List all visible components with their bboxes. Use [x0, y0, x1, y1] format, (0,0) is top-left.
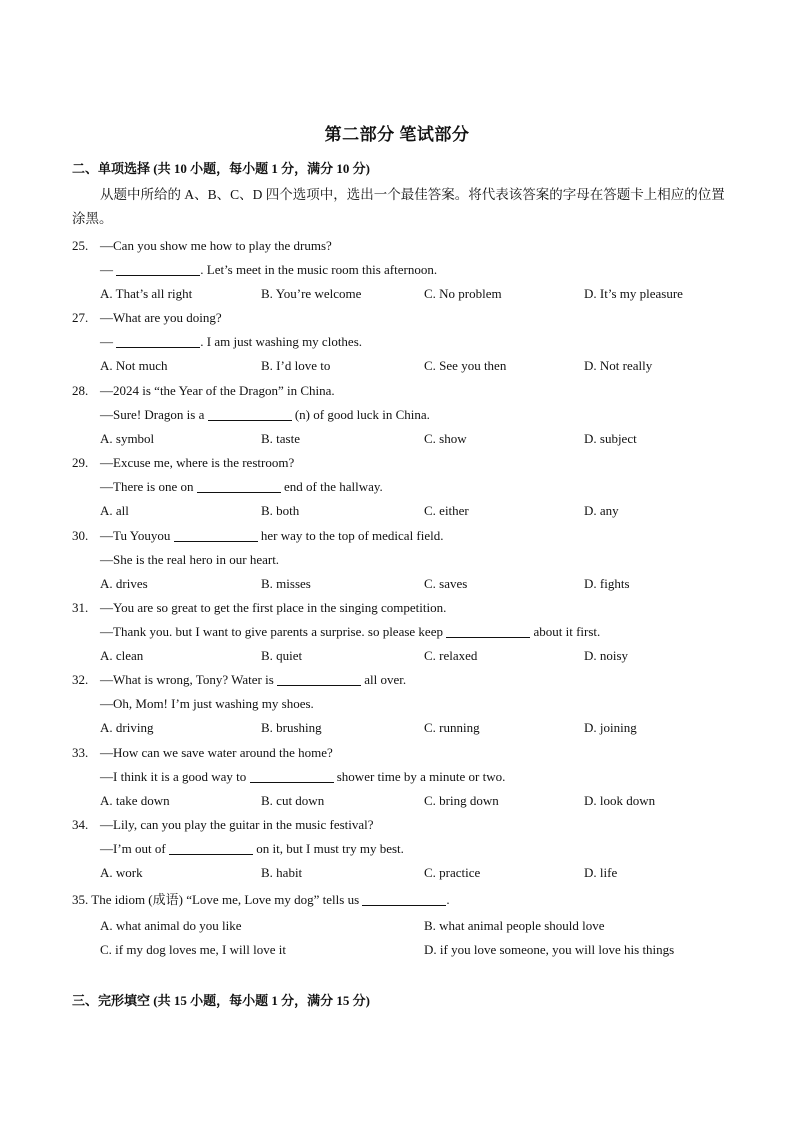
question-number: 28. [72, 382, 89, 398]
option-d: D. noisy [584, 648, 629, 663]
question-line-2 [72, 403, 732, 427]
question-35 [72, 888, 732, 962]
answer-blank [362, 891, 446, 906]
options-row [72, 716, 732, 740]
question-text: —What are you doing? [100, 310, 222, 326]
question-text: —Excuse me, where is the restroom? [100, 455, 295, 471]
answer-blank [446, 623, 530, 638]
question-line-2 [72, 330, 732, 354]
question-text-end: end of the hallway. [280, 479, 383, 495]
option-d: D. fights [584, 575, 630, 591]
question-number: 30. [72, 527, 89, 543]
option-d: D. subject [584, 430, 637, 446]
question-text: —I’m out of [100, 841, 169, 857]
option-c: C. relaxed [424, 648, 478, 663]
question-text: —You are so great to get the first place in the singing competition. [100, 600, 447, 615]
question-text: —She is the real hero in our heart. [100, 551, 280, 567]
option-c: C. running [424, 720, 480, 736]
question-block [72, 741, 732, 813]
options-row [72, 354, 732, 378]
question-line-1 [72, 741, 732, 765]
option-b: B. quiet [261, 648, 303, 663]
question-line-2 [72, 258, 732, 282]
question-number: 34. [72, 817, 89, 833]
option-d: D. if you love someone, you will love his things [424, 942, 675, 957]
question-block [72, 379, 732, 451]
question-35-options-row-2 [72, 938, 732, 962]
question-number: 27. [72, 310, 89, 326]
option-b: B. habit [261, 865, 303, 881]
option-c: C. if my dog loves me, I will love it [100, 942, 286, 957]
options-row [72, 644, 732, 668]
question-block [72, 668, 732, 740]
question-text-end: all over. [361, 672, 407, 688]
options-row [72, 427, 732, 451]
section-3-heading: 三、完形填空 (共 15 小题，每小题 1 分，满分 15 分) [72, 993, 370, 1008]
question-text: — [100, 334, 117, 350]
options-row [72, 861, 732, 885]
section-2-heading: 二、单项选择 (共 10 小题，每小题 1 分，满分 10 分) [72, 161, 370, 176]
answer-blank [174, 527, 258, 542]
option-b: B. You’re welcome [261, 286, 362, 301]
question-line-1 [72, 668, 732, 692]
question-35-stem [72, 888, 732, 912]
question-line-1 [72, 596, 732, 620]
question-text: —Tu Youyou [100, 527, 174, 543]
question-line-2 [72, 692, 732, 716]
question-35-options-row-1 [72, 914, 732, 938]
option-b: B. what animal people should love [424, 918, 605, 933]
option-b: B. brushing [261, 720, 322, 736]
option-b: B. taste [261, 430, 300, 446]
question-text-end: . Let’s meet in the music room this afternoon. [200, 262, 438, 277]
question-block [72, 306, 732, 378]
question-line-1 [72, 234, 732, 258]
answer-blank [277, 671, 361, 686]
question-text: —Lily, can you play the guitar in the music festival? [100, 817, 374, 833]
question-block [72, 596, 732, 668]
question-line-2 [72, 765, 732, 789]
option-c: C. practice [424, 865, 481, 881]
answer-blank [116, 333, 200, 348]
answer-blank [169, 840, 253, 855]
option-b: B. misses [261, 575, 311, 591]
question-block [72, 234, 732, 306]
question-line-1 [72, 451, 732, 475]
options-row [72, 499, 732, 523]
question-text: —Can you show me how to play the drums? [100, 238, 332, 253]
option-a: A. all [100, 503, 129, 519]
answer-blank [197, 478, 281, 493]
question-line-2 [72, 837, 732, 861]
option-d: D. look down [584, 792, 656, 808]
question-number: 25. [72, 238, 89, 253]
question-number: 29. [72, 455, 89, 471]
option-a: A. symbol [100, 430, 155, 446]
option-c: C. saves [424, 575, 468, 591]
option-b: B. both [261, 503, 300, 519]
question-line-2 [72, 548, 732, 572]
option-d: D. Not really [584, 358, 653, 374]
option-d: D. life [584, 865, 618, 881]
option-a: A. take down [100, 792, 170, 808]
options-row [72, 572, 732, 596]
answer-blank [250, 768, 334, 783]
option-c: C. show [424, 430, 467, 446]
option-b: B. I’d love to [261, 358, 331, 374]
question-line-2 [72, 475, 732, 499]
question-text: —Sure! Dragon is a [100, 406, 208, 422]
option-d: D. joining [584, 720, 637, 736]
answer-blank [116, 261, 200, 276]
option-b: B. cut down [261, 792, 325, 808]
option-c: C. either [424, 503, 469, 519]
question-block [72, 813, 732, 885]
option-d: D. It’s my pleasure [584, 286, 683, 301]
question-text-end: about it first. [530, 624, 601, 639]
question-text-end: her way to the top of medical field. [257, 527, 444, 543]
question-35-text: 35. The idiom (成语) “Love me, Love my dog” tells us [72, 892, 363, 907]
question-text: —Thank you. but I want to give parents a surprise. so please keep [100, 624, 447, 639]
option-a: A. That’s all right [100, 286, 193, 301]
option-a: A. work [100, 865, 143, 881]
question-number: 33. [72, 744, 89, 760]
option-a: A. driving [100, 720, 154, 736]
question-text: —I think it is a good way to [100, 768, 250, 784]
question-text-end: shower time by a minute or two. [333, 768, 506, 784]
question-block [72, 524, 732, 596]
question-number: 31. [72, 600, 89, 615]
question-text: —How can we save water around the home? [100, 744, 333, 760]
question-text: — [100, 262, 117, 277]
options-row [72, 282, 732, 306]
option-a: A. clean [100, 648, 144, 663]
question-text-end: . I am just washing my clothes. [200, 334, 363, 350]
answer-blank [208, 406, 292, 421]
question-text: —2024 is “the Year of the Dragon” in China. [100, 382, 335, 398]
options-row [72, 789, 732, 813]
question-text-end: on it, but I must try my best. [252, 841, 404, 857]
section-2-instructions: 从题中所给的 A、B、C、D 四个选项中，选出一个最佳答案。将代表该答案的字母在答题卡上相应的位置涂黑。 [72, 187, 725, 226]
question-text: —There is one on [100, 479, 197, 495]
question-line-2 [72, 620, 732, 644]
page-title: 第二部分 笔试部分 [324, 125, 470, 144]
option-c: C. No problem [424, 286, 502, 301]
option-a: A. Not much [100, 358, 168, 374]
question-text: —What is wrong, Tony? Water is [100, 672, 278, 688]
question-line-1 [72, 813, 732, 837]
option-c: C. See you then [424, 358, 507, 374]
question-line-1 [72, 524, 732, 548]
question-text: —Oh, Mom! I’m just washing my shoes. [100, 696, 314, 712]
question-block [72, 451, 732, 523]
question-number: 32. [72, 672, 89, 688]
option-d: D. any [584, 503, 619, 519]
option-a: A. drives [100, 575, 148, 591]
question-35-text-end: . [446, 892, 450, 907]
question-line-1 [72, 379, 732, 403]
option-c: C. bring down [424, 792, 499, 808]
question-text-end: (n) of good luck in China. [291, 406, 430, 422]
question-line-1 [72, 306, 732, 330]
option-a: A. what animal do you like [100, 918, 242, 933]
